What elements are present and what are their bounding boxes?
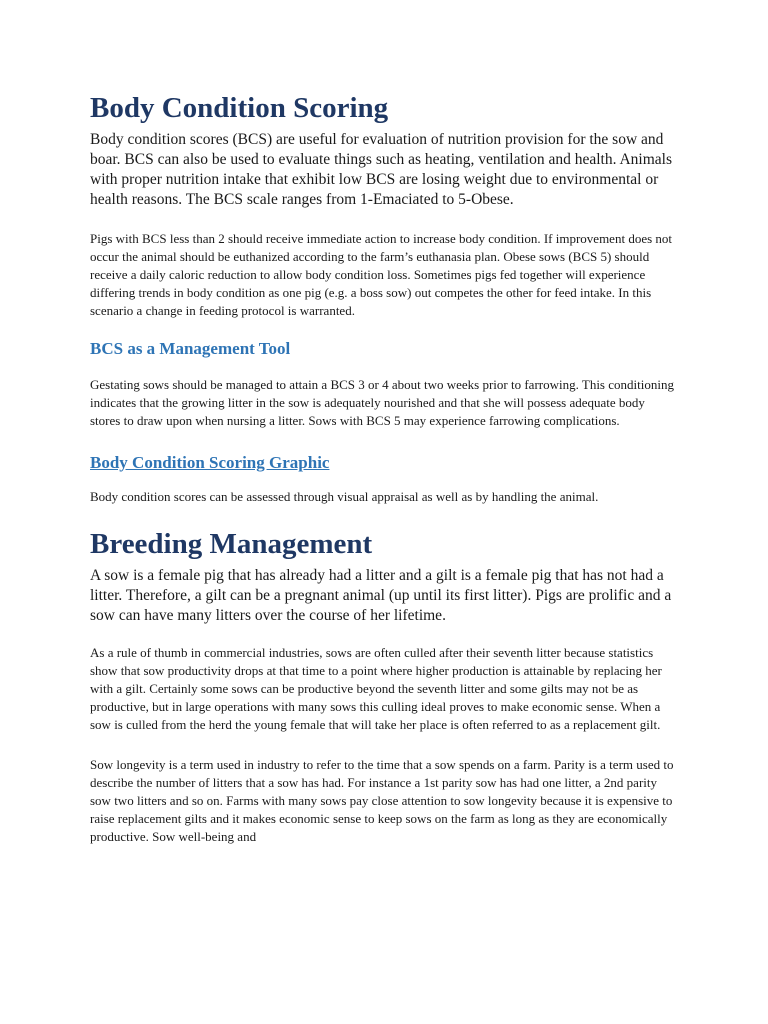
body-condition-scoring-graphic-link[interactable]: Body Condition Scoring Graphic	[90, 453, 330, 472]
subheading-bcs-management-tool[interactable]	[90, 338, 678, 360]
section2-lead-paragraph: A sow is a female pig that has already had a litter and a gilt is a female pig that has not had a litter. Therefore, a gilt can be a pregnant animal (up until its first litter). Pigs are prolific and a sow can have many litters over the course of her lifetime.	[90, 567, 672, 624]
section-title-body-condition-scoring: Body Condition Scoring	[90, 92, 389, 124]
section1-paragraph: Pigs with BCS less than 2 should receive immediate action to increase body condition. If improvement does not occur the animal should be euthanized according to the farm’s euthanasia plan. Obese sows (BCS 5) should receive a daily caloric reduction to allow body condition loss. Sometimes pigs fed together will experience differing trends in body condition as one pig (e.g. a boss sow) out competes the other for feed intake. In this scenario a change in feeding protocol is warranted.	[90, 231, 673, 318]
subsection2-paragraph: Body condition scores can be assessed through visual appraisal as well as by handling the animal.	[90, 489, 599, 504]
section2-paragraph-1: As a rule of thumb in commercial industries, sows are often culled after their seventh litter because statistics show that sow productivity drops at that time to a point where higher production is attainable by replacing her with a gilt. Certainly some sows can be productive beyond the seventh litter and some gilts may not be as productive, but in large operations with many sows this culling ideal proves to make economic sense. When a sow is culled from the herd the young female that will take her place is often referred to as a replacement gilt.	[90, 645, 662, 732]
section-title-breeding-management: Breeding Management	[90, 528, 373, 560]
bcs-management-tool-link[interactable]: BCS as a Management Tool	[90, 339, 291, 358]
section1-lead-paragraph: Body condition scores (BCS) are useful for evaluation of nutrition provision for the sow and boar. BCS can also be used to evaluate things such as heating, ventilation and health. Animals with proper nutrition intake that exhibit low BCS are losing weight due to environmental or health reasons. The BCS scale ranges from 1-Emaciated to 5-Obese.	[90, 131, 672, 208]
section2-paragraph-2: Sow longevity is a term used in industry to refer to the time that a sow spends on a farm. Parity is a term used to describe the number of litters that a sow has had. For instance a 1st parity sow has had one litter, a 2nd parity sow two litters and so on. Farms with many sows pay close attention to sow longevity because it is expensive to raise replacement gilts and it makes economic sense to keep sows on the farm as long as they are economically productive. Sow well-being and	[90, 757, 674, 844]
subsection1-paragraph: Gestating sows should be managed to attain a BCS 3 or 4 about two weeks prior to farrowing. This conditioning indicates that the growing litter in the sow is adequately nourished and that she will possess adequate body stores to draw upon when nursing a litter. Sows with BCS 5 may experience farrowing complications.	[90, 377, 674, 428]
subheading-body-condition-scoring-graphic[interactable]	[90, 452, 678, 474]
